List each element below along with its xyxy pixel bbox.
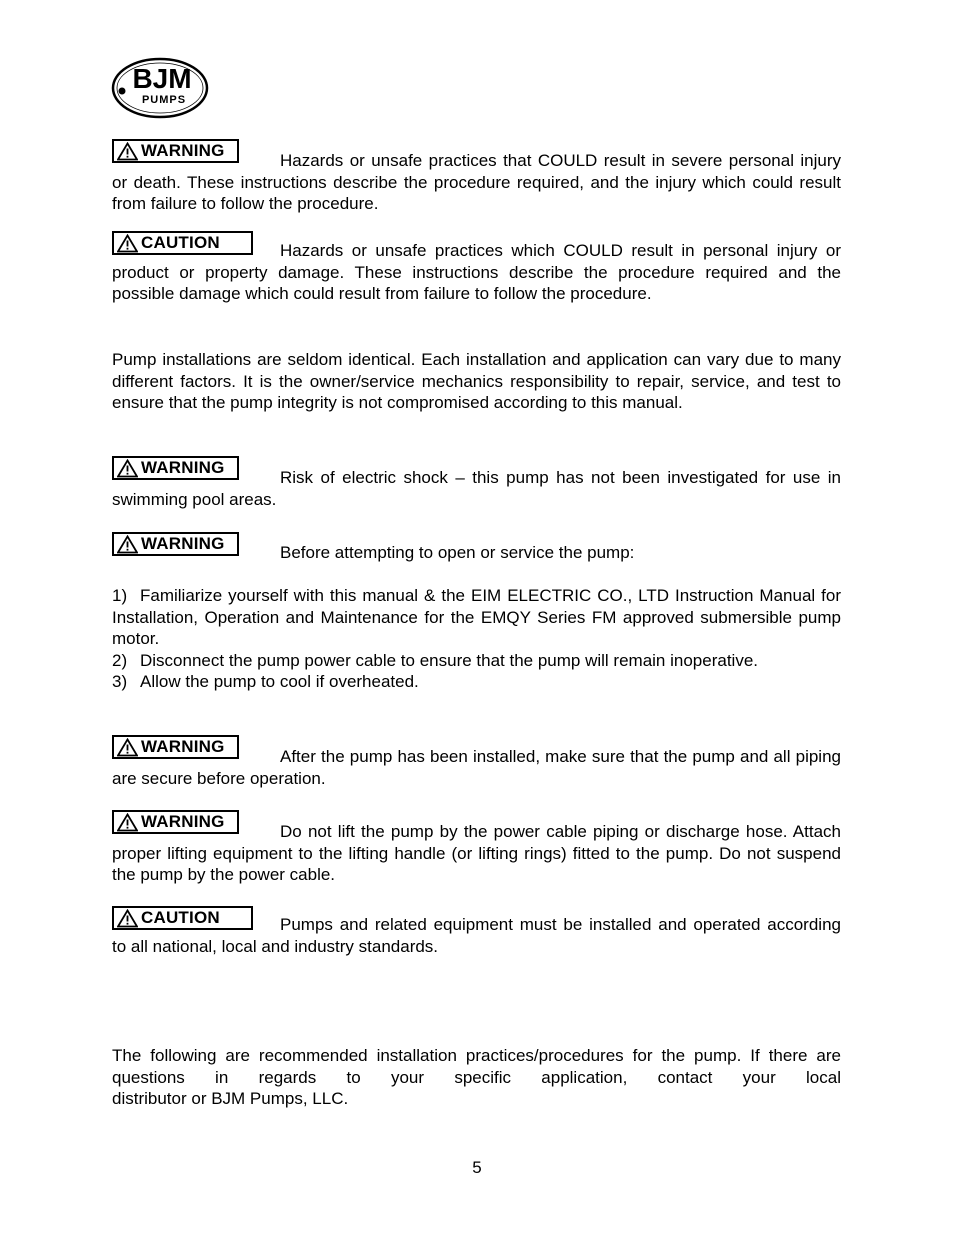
intro-block (112, 349, 841, 414)
caution-standards-block (112, 914, 841, 957)
intro-text: Pump installations are seldom identical. Each installation and application can vary due to many different factors. It is the owner/service mechanics responsibility to repair, service, and test to ensure that the pump integrity is not compromised according to this manual. (112, 350, 841, 412)
list-item: 1) Familiarize yourself with this manual & the EIM ELECTRIC CO., LTD Instruction Manual for Installation, Operation and Maintenance for the EMQY Series FM approved submersible pump motor. (112, 586, 841, 648)
bjm-pumps-logo (110, 56, 210, 120)
warning-service-block (112, 542, 841, 564)
warning-secure-text: After the pump has been installed, make sure that the pump and all piping are secure before operation. (112, 747, 841, 788)
caution-label-text: CAUTION (141, 233, 220, 252)
logo-top-text: BJM (132, 63, 192, 94)
warning-shock-block (112, 467, 841, 510)
warning-label-text: WARNING (141, 534, 225, 553)
list-item: 3) Allow the pump to cool if overheated. (112, 672, 419, 691)
caution-hazards-text: Hazards or unsafe practices which COULD result in personal injury or product or property damage. These instructions describe the procedure required and the possible damage which could result from failure to follow the procedure. (112, 241, 841, 303)
warning-lifting-block (112, 821, 841, 886)
page-number: 5 (472, 1158, 482, 1177)
warning-secure-block (112, 746, 841, 789)
warning-hazards-block (112, 150, 841, 215)
service-steps-list (112, 585, 841, 693)
warning-service-text: Before attempting to open or service the pump: (280, 543, 635, 562)
warning-label-text: WARNING (141, 458, 225, 477)
warning-shock-text: Risk of electric shock – this pump has not been investigated for use in swimming pool areas. (112, 468, 841, 509)
logo-bottom-text: PUMPS (141, 94, 187, 106)
warning-hazards-text: Hazards or unsafe practices that COULD result in severe personal injury or death. These instructions describe the procedure required, and the injury which could result from failure to follow the procedure. (112, 151, 841, 213)
closing-text-2: distributor or BJM Pumps, LLC. (112, 1089, 349, 1108)
closing-text-1: The following are recommended installation practices/procedures for the pump. If there are questions in regards to your specific application, contact your local (112, 1046, 841, 1087)
warning-lifting-text: Do not lift the pump by the power cable piping or discharge hose. Attach proper lifting equipment to the lifting handle (or lifting rings) fitted to the pump. Do not suspend the pump by the power cable. (112, 822, 841, 884)
warning-label-text: WARNING (141, 812, 225, 831)
list-item: 2) Disconnect the pump power cable to ensure that the pump will remain inoperative. (112, 650, 759, 670)
caution-hazards-block (112, 240, 841, 305)
warning-label-text: WARNING (141, 141, 225, 160)
warning-label-text: WARNING (141, 737, 225, 756)
caution-standards-text: Pumps and related equipment must be installed and operated according to all national, local and industry standards. (112, 915, 841, 956)
closing-block (112, 1045, 841, 1110)
caution-label-text: CAUTION (141, 908, 220, 927)
